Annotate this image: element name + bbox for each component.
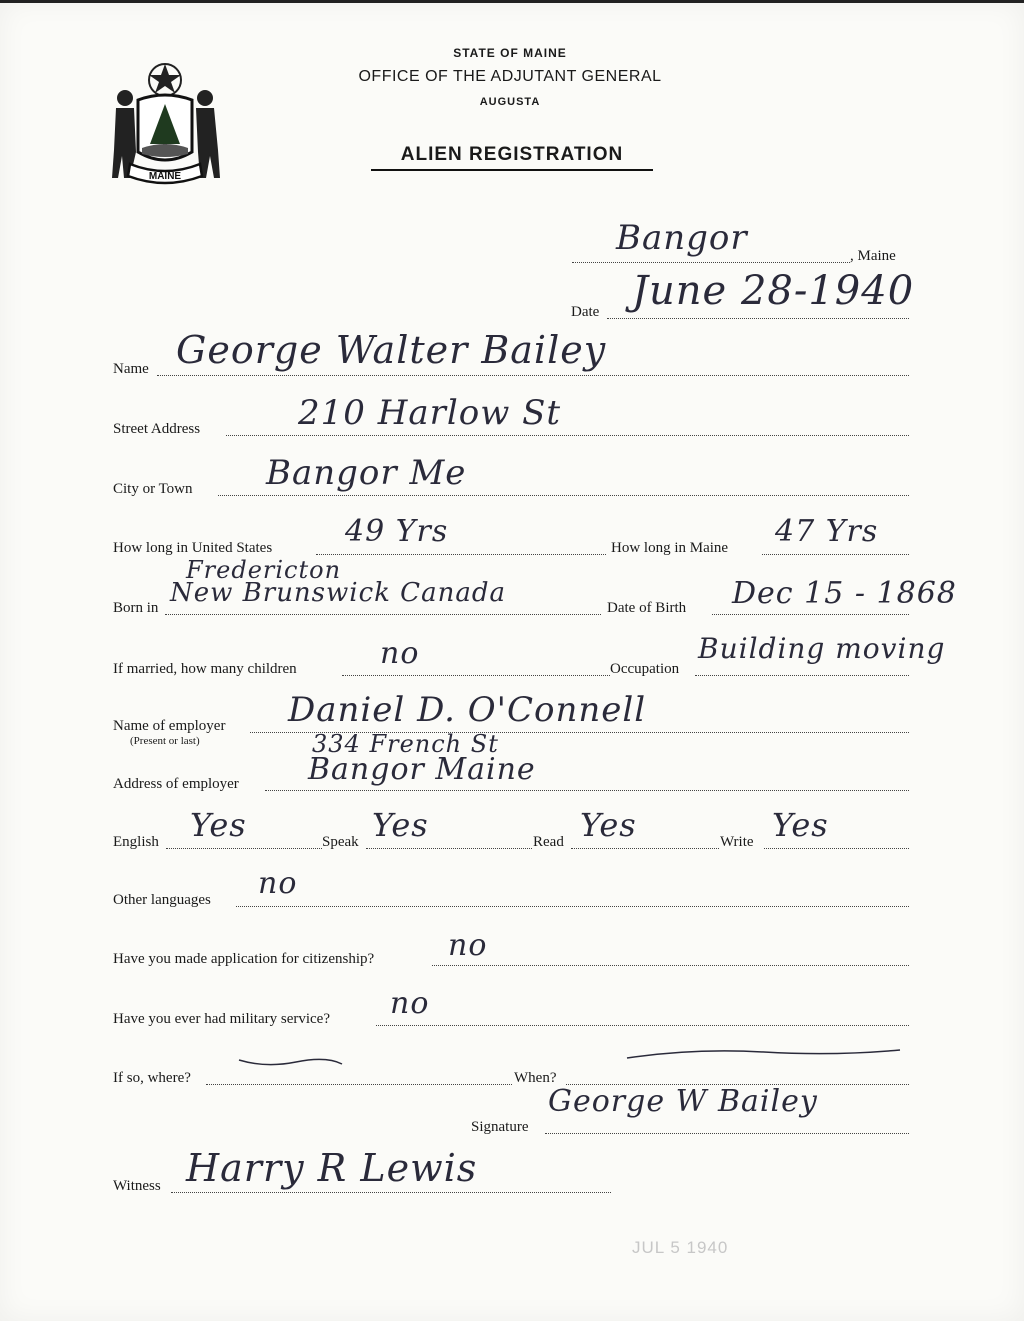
dob-line xyxy=(712,614,909,615)
where-line xyxy=(206,1084,512,1085)
how-long-maine-value: 47 Yrs xyxy=(775,514,879,549)
write-label: Write xyxy=(720,834,754,850)
employer-name-label: Name of employer xyxy=(113,718,226,734)
svg-text:MAINE: MAINE xyxy=(148,171,182,182)
how-long-us-line xyxy=(316,554,606,555)
born-in-label: Born in xyxy=(113,600,159,616)
employer-sub-label: (Present or last) xyxy=(130,735,200,747)
street-label: Street Address xyxy=(113,421,201,437)
occupation-value: Building moving xyxy=(698,632,946,665)
form-title: ALIEN REGISTRATION xyxy=(371,144,653,171)
occupation-label: Occupation xyxy=(610,661,680,677)
employer-street-value: 334 French St xyxy=(312,730,499,758)
state-heading: STATE OF MAINE xyxy=(453,46,567,60)
employer-address-line xyxy=(265,790,909,791)
how-long-maine-label: How long in Maine xyxy=(611,540,729,556)
signature-line xyxy=(545,1133,909,1134)
other-languages-line xyxy=(236,906,909,907)
read-label: Read xyxy=(533,834,564,850)
english-value: Yes xyxy=(190,806,247,844)
military-value: no xyxy=(390,986,430,1021)
witness-label: Witness xyxy=(113,1178,161,1194)
children-label: If married, how many children xyxy=(113,661,297,677)
occupation-line xyxy=(695,675,909,676)
witness-line xyxy=(171,1192,611,1193)
city-line xyxy=(218,495,909,496)
children-line xyxy=(342,675,610,676)
date-line xyxy=(607,318,909,319)
how-long-us-label: How long in United States xyxy=(113,540,273,556)
how-long-maine-line xyxy=(762,554,909,555)
date-value: June 28-1940 xyxy=(632,268,915,314)
witness-value: Harry R Lewis xyxy=(186,1146,478,1190)
dob-value: Dec 15 - 1868 xyxy=(732,576,957,611)
when-label: When? xyxy=(514,1070,557,1086)
speak-value: Yes xyxy=(372,806,429,844)
write-value: Yes xyxy=(772,806,829,844)
street-line xyxy=(226,435,909,436)
read-value: Yes xyxy=(580,806,637,844)
english-line xyxy=(166,848,322,849)
place-value: Bangor xyxy=(616,218,748,258)
maine-seal-icon xyxy=(108,60,223,185)
maine-label: , Maine xyxy=(850,248,896,264)
signature-value: George W Bailey xyxy=(548,1084,818,1119)
city-label: City or Town xyxy=(113,481,193,497)
employer-name-value: Daniel D. O'Connell xyxy=(288,690,647,730)
employer-address-value: Bangor Maine xyxy=(308,752,536,787)
other-languages-label: Other languages xyxy=(113,892,211,908)
where-label: If so, where? xyxy=(113,1070,191,1086)
citizenship-line xyxy=(432,965,909,966)
received-stamp: JUL 5 1940 xyxy=(632,1238,729,1257)
speak-label: Speak xyxy=(322,834,359,850)
born-in-city-value: Fredericton xyxy=(186,556,342,584)
how-long-us-value: 49 Yrs xyxy=(345,514,449,549)
other-languages-value: no xyxy=(258,866,298,901)
scan-edge xyxy=(0,0,1024,3)
born-in-line xyxy=(165,614,601,615)
children-value: no xyxy=(380,636,420,671)
write-line xyxy=(764,848,909,849)
citizenship-label: Have you made application for citizenship? xyxy=(113,951,375,967)
city-heading: AUGUSTA xyxy=(479,96,541,108)
speak-line xyxy=(366,848,532,849)
citizenship-value: no xyxy=(448,928,488,963)
city-value: Bangor Me xyxy=(266,453,467,493)
signature-label: Signature xyxy=(471,1119,529,1135)
street-value: 210 Harlow St xyxy=(298,393,562,433)
military-label: Have you ever had military service? xyxy=(113,1011,330,1027)
employer-address-label: Address of employer xyxy=(113,776,239,792)
read-line xyxy=(571,848,719,849)
name-value: George Walter Bailey xyxy=(176,328,607,372)
born-in-value: New Brunswick Canada xyxy=(170,578,506,608)
where-dash-mark xyxy=(236,1050,346,1074)
dob-label: Date of Birth xyxy=(607,600,687,616)
date-label: Date xyxy=(571,304,600,320)
when-dash-mark xyxy=(624,1040,904,1064)
military-line xyxy=(376,1025,909,1026)
place-line xyxy=(572,262,850,263)
name-label: Name xyxy=(113,361,149,377)
english-label: English xyxy=(113,834,159,850)
office-heading: OFFICE OF THE ADJUTANT GENERAL xyxy=(358,68,662,85)
name-line xyxy=(157,375,909,376)
